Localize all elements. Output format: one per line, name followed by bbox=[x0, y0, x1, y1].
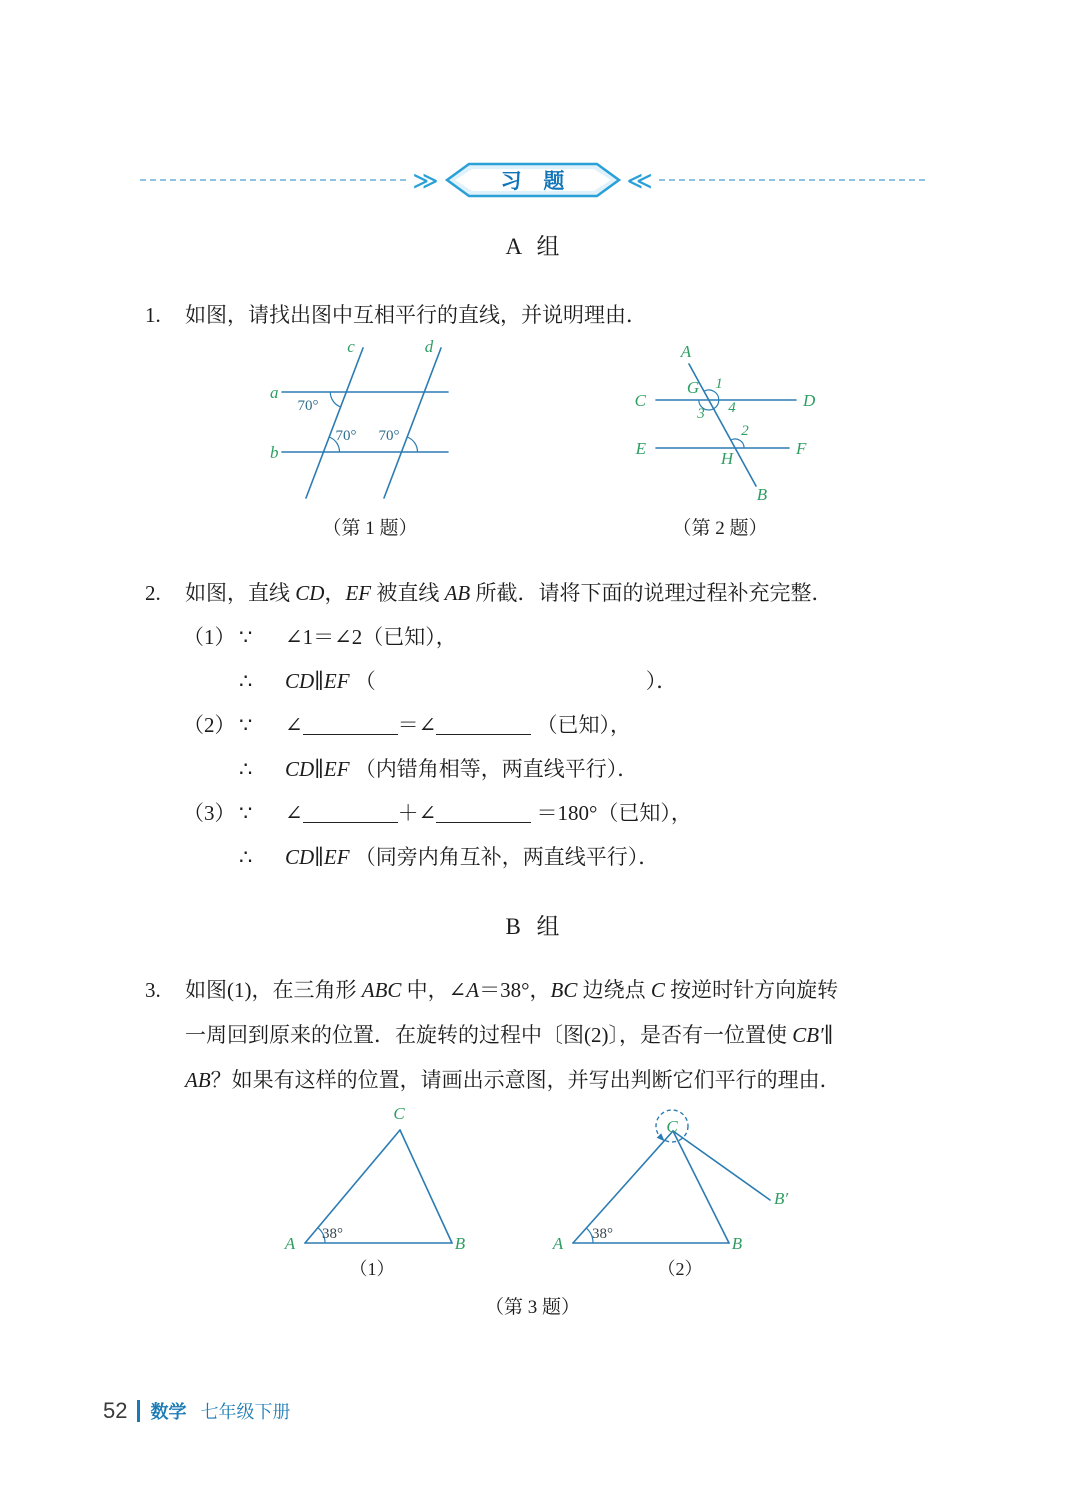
t1-label-A: A bbox=[284, 1234, 296, 1253]
problem-2-text-2: ， bbox=[324, 581, 346, 605]
problem-2-text-3: 被直线 bbox=[371, 581, 445, 605]
chevron-right-icon: ≫ bbox=[412, 165, 439, 195]
figure-1-caption: （第 1 题） bbox=[322, 518, 418, 539]
exercise-header-band bbox=[140, 160, 925, 200]
t1-label-B: B bbox=[454, 1234, 466, 1253]
step-2-parallel: CD∥EF bbox=[285, 757, 350, 781]
exercise-badge bbox=[445, 161, 621, 199]
fig1-label-a: a bbox=[270, 383, 279, 402]
problem-2-text-1: 如图，直线 bbox=[185, 581, 296, 605]
problem-1-text: 如图，请找出图中互相平行的直线，并说明理由． bbox=[185, 303, 647, 327]
p3-text: 一周回到原来的位置．在旋转的过程中〔图(2)〕，是否有一位置使 bbox=[185, 1023, 793, 1047]
figure-problem-3 bbox=[272, 1103, 817, 1298]
fig2-angle-2: 2 bbox=[741, 423, 749, 439]
problem-3-number: 3. bbox=[145, 978, 161, 1002]
p3-text: ？如果有这样的位置，请画出示意图，并写出判断它们平行的理由． bbox=[210, 1068, 841, 1092]
p2-step3-premise bbox=[183, 798, 692, 828]
t2-side-cb-prime bbox=[673, 1131, 770, 1200]
p2-step3-conclusion bbox=[239, 842, 659, 872]
fig1-arc-ac bbox=[330, 392, 340, 407]
fig2-label-G: G bbox=[686, 378, 700, 397]
fig1-line-c bbox=[306, 348, 363, 498]
t2-label-B: B bbox=[731, 1234, 743, 1253]
t2-label-A: A bbox=[552, 1234, 564, 1253]
fig2-label-H: H bbox=[720, 449, 734, 468]
step-3-blank-1 bbox=[303, 801, 398, 823]
p3-math-bc: BC bbox=[550, 978, 578, 1002]
problem-3-line-2 bbox=[185, 1020, 833, 1050]
figure-problem-1 bbox=[262, 338, 492, 508]
t2-side-bc bbox=[673, 1131, 729, 1243]
problem-2-math-ef: EF bbox=[345, 581, 372, 605]
fig2-angle-1: 1 bbox=[715, 376, 723, 392]
step-3-plus: ＋∠ bbox=[397, 801, 437, 825]
step-2-blank-1 bbox=[303, 713, 398, 735]
fig2-label-E: E bbox=[635, 439, 646, 458]
step-3-parallel: CD∥EF bbox=[285, 845, 350, 869]
t1-label-C: C bbox=[393, 1104, 405, 1123]
step-2-blank-2 bbox=[436, 713, 531, 735]
t1-angle-value: 38° bbox=[322, 1226, 343, 1242]
p3-math-ab: AB bbox=[185, 1068, 211, 1092]
dashed-rule-left bbox=[140, 179, 406, 181]
step-3-reason: （同旁内角互补，两直线平行）． bbox=[354, 845, 660, 869]
step-1-parallel: CD∥EF bbox=[285, 669, 350, 693]
fig1-angle-bc: 70° bbox=[335, 428, 357, 444]
p2-step1-premise bbox=[183, 622, 457, 652]
step-2-angle-symbol: ∠ bbox=[285, 713, 303, 737]
footer-book-title: 七年级下册 bbox=[200, 1402, 291, 1422]
step-2-label: （2） bbox=[183, 713, 236, 737]
p3-text: 中，∠ bbox=[401, 978, 467, 1002]
t2-rotation-arrow-icon bbox=[657, 1133, 665, 1141]
step-1-paren-open: （ bbox=[354, 669, 376, 693]
fig2-label-A: A bbox=[680, 342, 692, 361]
problem-1 bbox=[145, 300, 647, 330]
group-b-heading: B 组 bbox=[505, 914, 560, 939]
problem-2 bbox=[145, 578, 833, 608]
t2-label-C: C bbox=[666, 1117, 678, 1136]
step-1-condition: ∠1＝∠2（已知）， bbox=[285, 625, 457, 649]
step-2-equals: ＝∠ bbox=[397, 713, 437, 737]
step-2-reason: （内错角相等，两直线平行）． bbox=[354, 757, 639, 781]
t2-angle-value: 38° bbox=[592, 1226, 613, 1242]
step-3-blank-2 bbox=[436, 801, 531, 823]
fig1-label-c: c bbox=[347, 338, 355, 356]
footer-subject: 数学 bbox=[150, 1402, 187, 1422]
problem-3-line-3 bbox=[185, 1065, 841, 1095]
t2-caption: （2） bbox=[657, 1259, 703, 1279]
fig2-angle-4: 4 bbox=[728, 400, 736, 416]
problem-2-text-4: 所截．请将下面的说理过程补充完整． bbox=[470, 581, 833, 605]
problem-2-math-ab: AB bbox=[444, 581, 471, 605]
figure-2-caption: （第 2 题） bbox=[672, 518, 768, 539]
therefore-symbol: ∴ bbox=[239, 757, 253, 781]
p3-math-a: A bbox=[466, 978, 480, 1002]
fig2-label-C: C bbox=[634, 391, 646, 410]
step-3-known: ＝180°（已知）， bbox=[536, 801, 692, 825]
therefore-symbol: ∴ bbox=[239, 669, 253, 693]
t1-caption: （1） bbox=[349, 1259, 395, 1279]
problem-2-number: 2. bbox=[145, 581, 161, 605]
t1-side-bc bbox=[400, 1130, 452, 1243]
fig2-angle-3: 3 bbox=[697, 406, 705, 422]
footer-divider bbox=[137, 1400, 140, 1422]
p3-text: 边绕点 bbox=[577, 978, 651, 1002]
fig1-line-d bbox=[384, 348, 441, 498]
step-2-known: （已知）， bbox=[536, 713, 631, 737]
dashed-rule-right bbox=[659, 179, 925, 181]
step-3-label: （3） bbox=[183, 801, 236, 825]
p3-text: 按逆时针方向旋转 bbox=[664, 978, 839, 1002]
p2-step2-premise bbox=[183, 710, 631, 740]
fig2-label-D: D bbox=[803, 391, 816, 410]
p3-text: 如图(1)，在三角形 bbox=[185, 978, 362, 1002]
step-1-paren-close: ）． bbox=[645, 669, 678, 693]
step-1-label: （1） bbox=[183, 625, 236, 649]
fig1-angle-bd: 70° bbox=[378, 428, 400, 444]
figure-3-caption: （第 3 题） bbox=[484, 1297, 580, 1318]
because-symbol: ∵ bbox=[239, 801, 253, 825]
page-footer bbox=[103, 1398, 290, 1424]
fig1-angle-ac: 70° bbox=[297, 398, 319, 414]
t2-side-ac bbox=[573, 1131, 673, 1243]
p3-text: ＝38°， bbox=[479, 978, 551, 1002]
step-3-angle-symbol: ∠ bbox=[285, 801, 303, 825]
t2-label-B-prime: B′ bbox=[774, 1189, 789, 1208]
p2-step1-conclusion bbox=[239, 666, 677, 696]
fig2-label-F: F bbox=[796, 439, 807, 458]
fig1-label-b: b bbox=[270, 443, 279, 462]
therefore-symbol: ∴ bbox=[239, 845, 253, 869]
p3-math-cb-prime: CB′ bbox=[792, 1023, 824, 1047]
p3-math-c: C bbox=[650, 978, 665, 1002]
because-symbol: ∵ bbox=[239, 713, 253, 737]
figure-problem-2 bbox=[616, 340, 826, 508]
p3-math-abc: ABC bbox=[361, 978, 402, 1002]
problem-2-math-cd: CD bbox=[295, 581, 325, 605]
page-number: 52 bbox=[103, 1398, 128, 1423]
p3-text: ∥ bbox=[823, 1023, 834, 1047]
exercise-badge-label: 习 题 bbox=[500, 170, 565, 193]
problem-3-line-1 bbox=[145, 975, 838, 1005]
fig1-label-d: d bbox=[424, 338, 434, 356]
fig2-label-B: B bbox=[756, 485, 768, 504]
chevron-left-icon: ≪ bbox=[626, 165, 653, 195]
group-a-heading: A 组 bbox=[505, 234, 560, 259]
p2-step2-conclusion bbox=[239, 754, 638, 784]
fig1-arc-bd bbox=[407, 437, 417, 452]
because-symbol: ∵ bbox=[239, 625, 253, 649]
t1-side-ac bbox=[305, 1130, 400, 1243]
problem-1-number: 1. bbox=[145, 303, 161, 327]
